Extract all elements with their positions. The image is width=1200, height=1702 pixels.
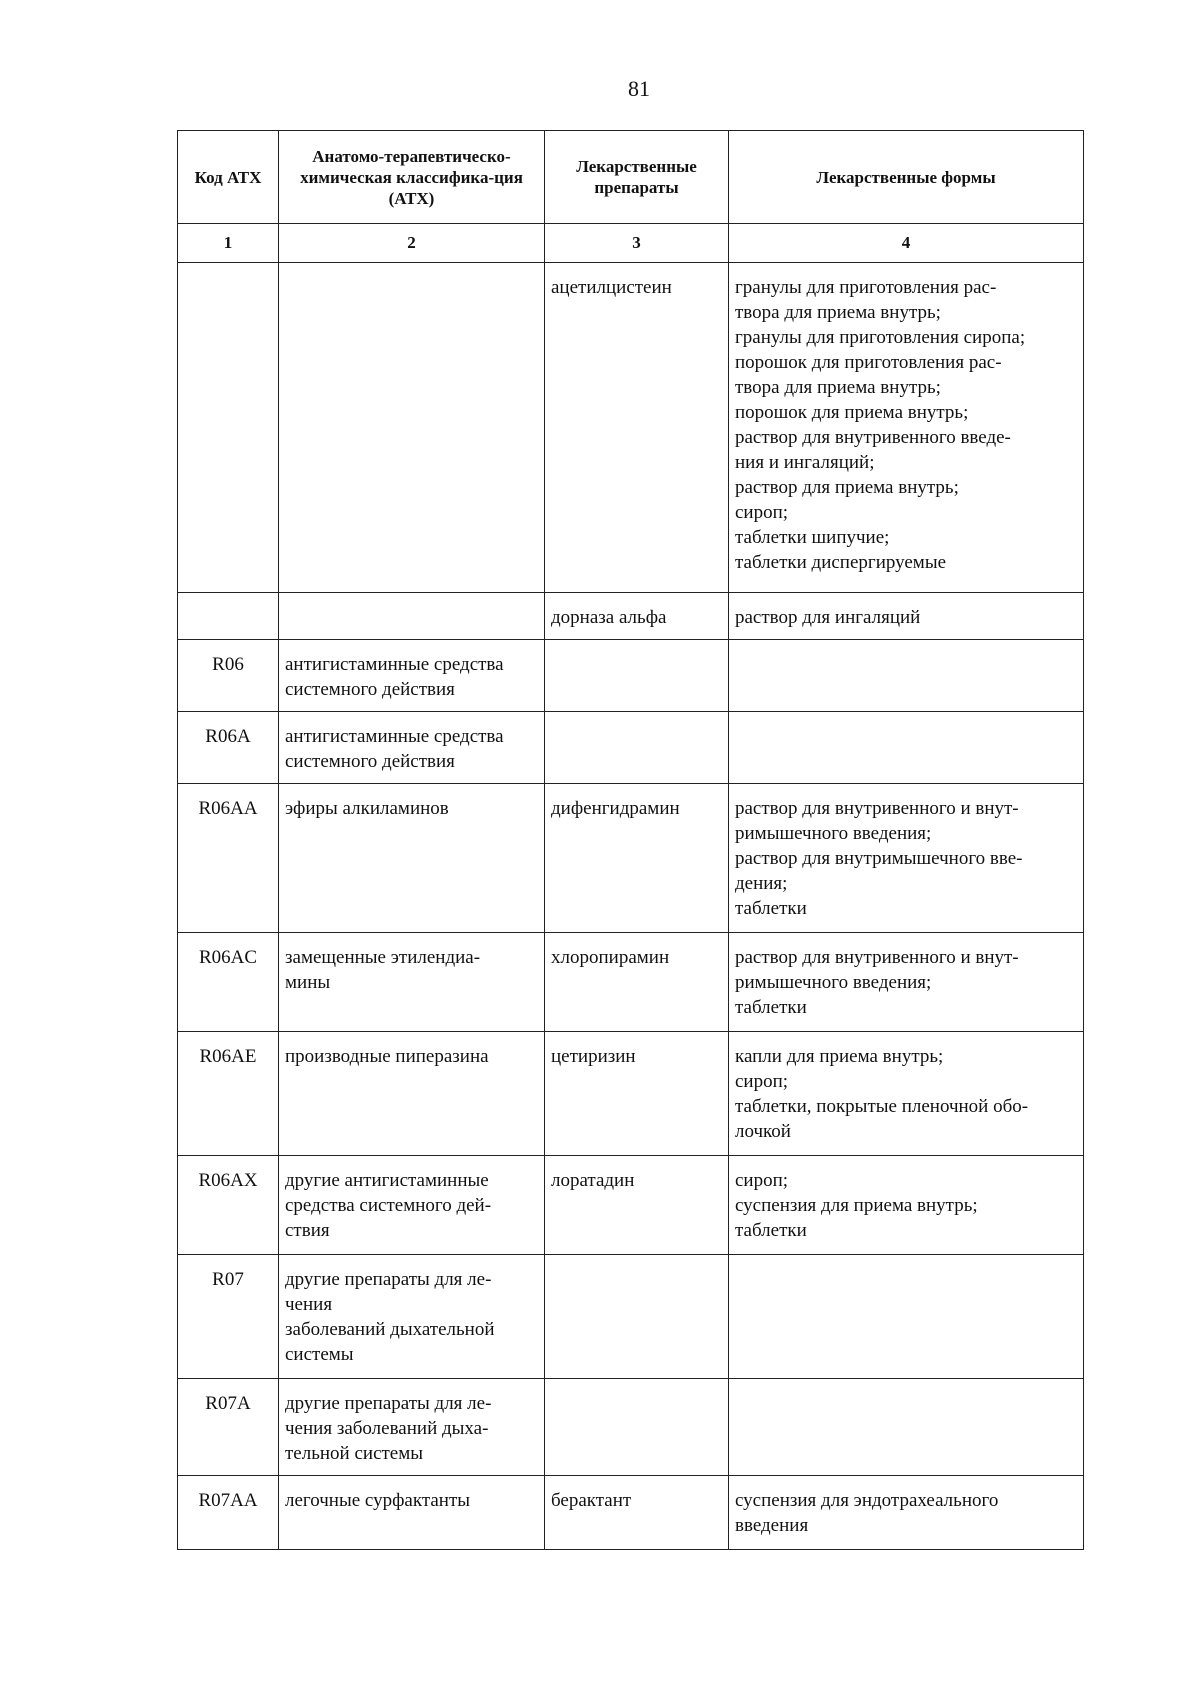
drug-name bbox=[545, 1255, 729, 1379]
classification: замещенные этилендиа- мины bbox=[279, 933, 545, 1032]
atx-code: R07A bbox=[178, 1379, 279, 1476]
dosage-forms: капли для приема внутрь; сироп; таблетки, покрытые пленочной обо- лочкой bbox=[729, 1032, 1084, 1156]
drug-name bbox=[545, 640, 729, 712]
classification: производные пиперазина bbox=[279, 1032, 545, 1156]
dosage-forms bbox=[729, 1379, 1084, 1476]
drug-name: ацетилцистеин bbox=[545, 263, 729, 593]
table-row bbox=[178, 712, 1084, 784]
atx-code: R07 bbox=[178, 1255, 279, 1379]
drug-name: дифенгидрамин bbox=[545, 784, 729, 933]
atx-code bbox=[178, 263, 279, 593]
atx-code: R06AX bbox=[178, 1156, 279, 1255]
classification: антигистаминные средства системного действия bbox=[279, 712, 545, 784]
column-number: 4 bbox=[729, 224, 1084, 263]
dosage-forms bbox=[729, 640, 1084, 712]
dosage-forms: раствор для ингаляций bbox=[729, 593, 1084, 640]
atx-code bbox=[178, 593, 279, 640]
header-row bbox=[178, 131, 1084, 224]
table-row bbox=[178, 1156, 1084, 1255]
atx-code: R07AA bbox=[178, 1476, 279, 1550]
table-row bbox=[178, 933, 1084, 1032]
classification: легочные сурфактанты bbox=[279, 1476, 545, 1550]
header-code: Код АТХ bbox=[178, 131, 279, 224]
table-row bbox=[178, 1476, 1084, 1550]
dosage-forms: раствор для внутривенного и внут- римышечного введения; раствор для внутримышечного вве- дения; таблетки bbox=[729, 784, 1084, 933]
drug-name: лоратадин bbox=[545, 1156, 729, 1255]
classification: другие препараты для ле- чения заболеваний дыха- тельной системы bbox=[279, 1379, 545, 1476]
table-row bbox=[178, 1255, 1084, 1379]
header-classification: Анатомо-терапевтическо-химическая классифика-ция (АТХ) bbox=[279, 131, 545, 224]
drug-name: дорназа альфа bbox=[545, 593, 729, 640]
column-number: 1 bbox=[178, 224, 279, 263]
classification bbox=[279, 263, 545, 593]
drug-name: цетиризин bbox=[545, 1032, 729, 1156]
dosage-forms bbox=[729, 1255, 1084, 1379]
page-number: 81 bbox=[628, 76, 650, 101]
column-number-row bbox=[178, 224, 1084, 263]
classification: другие антигистаминные средства системного дей- ствия bbox=[279, 1156, 545, 1255]
header-forms: Лекарственные формы bbox=[729, 131, 1084, 224]
drug-name bbox=[545, 1379, 729, 1476]
table-row bbox=[178, 263, 1084, 593]
table-row bbox=[178, 593, 1084, 640]
table-row bbox=[178, 1032, 1084, 1156]
atx-table bbox=[177, 130, 1084, 1550]
table-row bbox=[178, 1379, 1084, 1476]
drug-name: берактант bbox=[545, 1476, 729, 1550]
column-number: 2 bbox=[279, 224, 545, 263]
drug-name bbox=[545, 712, 729, 784]
table-row bbox=[178, 640, 1084, 712]
classification: антигистаминные средства системного действия bbox=[279, 640, 545, 712]
atx-code: R06AA bbox=[178, 784, 279, 933]
atx-code: R06AE bbox=[178, 1032, 279, 1156]
atx-code: R06AC bbox=[178, 933, 279, 1032]
classification: другие препараты для ле- чения заболеваний дыхательной системы bbox=[279, 1255, 545, 1379]
classification bbox=[279, 593, 545, 640]
dosage-forms bbox=[729, 712, 1084, 784]
table-row bbox=[178, 784, 1084, 933]
drug-name: хлоропирамин bbox=[545, 933, 729, 1032]
header-drugs: Лекарственные препараты bbox=[545, 131, 729, 224]
atx-code: R06A bbox=[178, 712, 279, 784]
classification: эфиры алкиламинов bbox=[279, 784, 545, 933]
atx-code: R06 bbox=[178, 640, 279, 712]
dosage-forms: раствор для внутривенного и внут- римышечного введения; таблетки bbox=[729, 933, 1084, 1032]
dosage-forms: суспензия для эндотрахеального введения bbox=[729, 1476, 1084, 1550]
column-number: 3 bbox=[545, 224, 729, 263]
dosage-forms: сироп; суспензия для приема внутрь; таблетки bbox=[729, 1156, 1084, 1255]
dosage-forms: гранулы для приготовления рас- твора для приема внутрь; гранулы для приготовления сиропа; порошок для приготовления рас- твора для приема внутрь; порошок для приема внутрь; раствор для внутривенного введе- ния и ингаляций; раствор для приема внутрь; сироп; таблетки шипучие; таблетки диспергируемые bbox=[729, 263, 1084, 593]
